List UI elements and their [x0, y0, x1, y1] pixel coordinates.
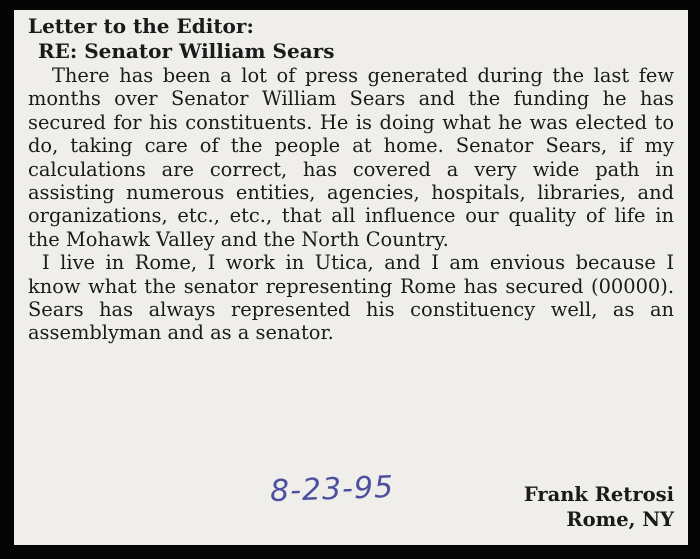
author-name: Frank Retrosi: [523, 483, 674, 506]
letter-body: [28, 64, 674, 345]
newspaper-clipping: [14, 10, 688, 545]
letter-paragraph-1: There has been a lot of press generated during the last few months over Senator William Sears and the funding he has secured for his constituents. He is doing what he was elected to do, taking care of the people at home. Senator Sears, if my calculations are correct, has covered a very wide path in assisting numerous entities, agencies, hospitals, libraries, and organizations, etc., etc., that all influence our quality of life in the Mohawk Valley and the North Country.: [28, 64, 674, 251]
letter-subject: RE: Senator William Sears: [38, 39, 335, 63]
letter-heading: Letter to the Editor:: [28, 14, 254, 38]
letter-paragraph-2: I live in Rome, I work in Utica, and I am envious because I know what the senator representing Rome has secured (00000). Sears has always represented his constituency well, as an assemblyman and as a senator.: [28, 251, 674, 345]
author-location: Rome, NY: [566, 508, 674, 531]
handwritten-date: 8-23-95: [269, 469, 395, 510]
signature-block: [524, 482, 674, 532]
